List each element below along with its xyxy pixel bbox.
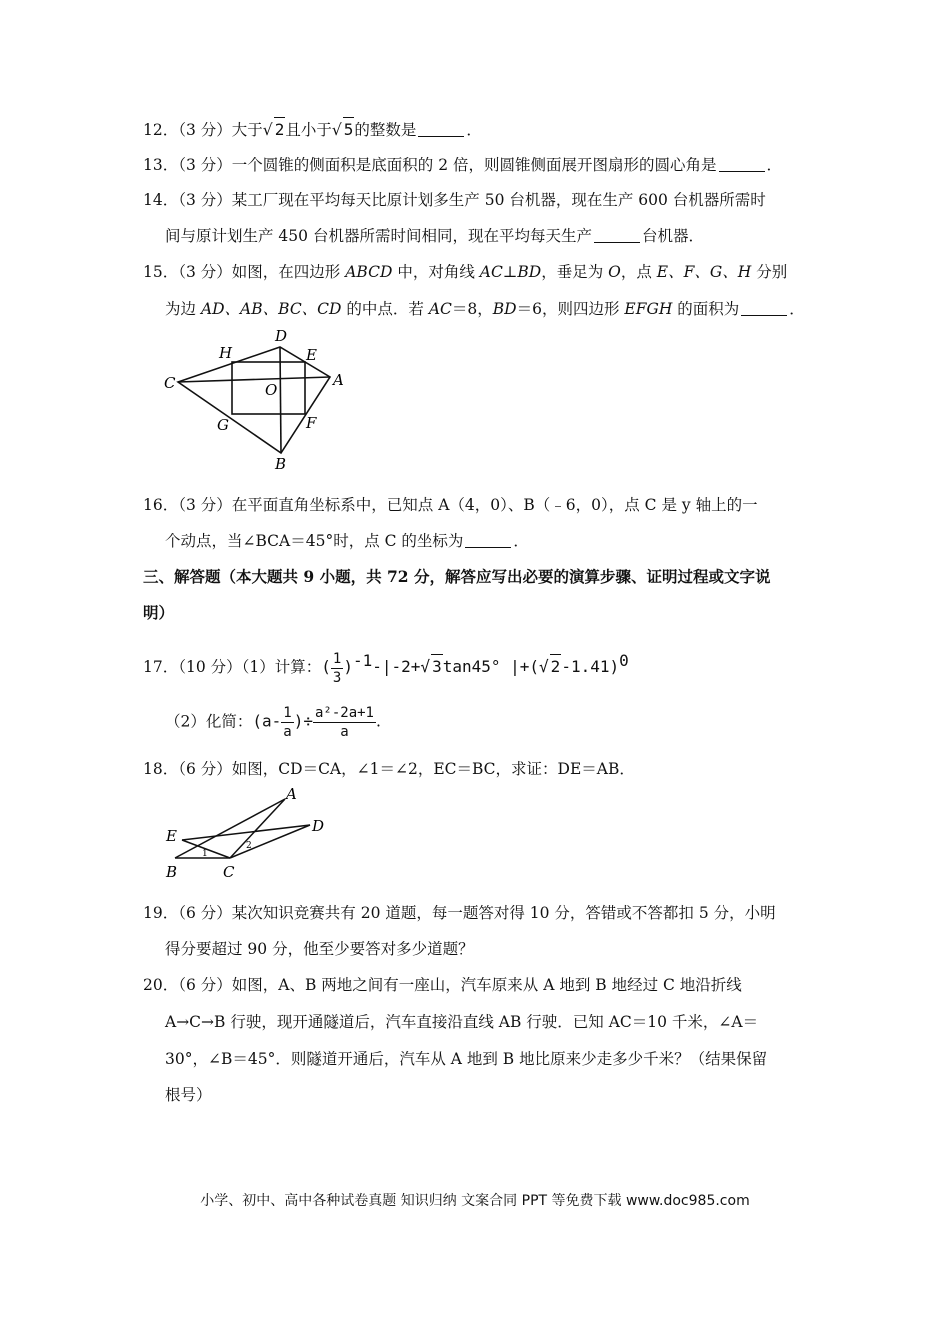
section-3-heading: 三、解答题（本大题共 9 小题，共 72 分，解答应写出必要的演算步骤、证明过程或文字说 (143, 567, 771, 586)
fraction-quadratic-over-a: $\frac{\text{a²-2a+1}}{a}$ (314, 705, 374, 740)
question-19-line2: 得分要超过 90 分，他至少要答对多少道题？ (165, 940, 474, 958)
question-15-line2: 为边 AD、AB、BC、CD 的中点．若 AC＝8，BD＝6，则四边形 EFGH 的面积为 ． (165, 300, 805, 318)
label-f: F (306, 414, 317, 432)
label-e: E (166, 827, 177, 845)
question-20-line3: 30°，∠B＝45°．则隧道开通后，汽车从 A 地到 B 地比原来少走多少千米？（结果保留 (165, 1050, 768, 1068)
answer-blank (465, 531, 511, 548)
question-13: 13．（3 分）一个圆锥的侧面积是底面积的 2 倍，则圆锥侧面展开图扇形的圆心角是 ． (143, 156, 783, 174)
question-17-part2: （2）化简：(a- $\frac{1}{a}$ )÷ $\frac{\text{a²-2a+1}}{a}$ . (165, 705, 381, 740)
question-20-line2: A→C→B 行驶，现开通隧道后，汽车直接沿直线 AB 行驶．已知 AC＝10 千米，∠A＝ (165, 1013, 759, 1031)
section-3-heading-cont: 明） (143, 603, 175, 622)
question-15-line1: 15．（3 分）如图，在四边形 ABCD 中，对角线 AC⊥BD，垂足为 O，点 E、F、G、H 分别 (143, 263, 788, 281)
label-e: E (306, 346, 317, 364)
label-a: A (333, 371, 344, 389)
figure-quadrilateral-abcd (155, 325, 365, 475)
question-16-line1: 16．（3 分）在平面直角坐标系中，已知点 A（4，0）、B（﹣6，0），点 C 是 y 轴上的一 (143, 496, 758, 514)
label-a: A (286, 785, 297, 803)
label-o: O (265, 381, 278, 399)
figure-triangles-18 (160, 785, 340, 885)
question-17-part1: 17．（10 分）（1）计算：( $\frac{1}{3}$ )$^{-1}$-|-2+√ 3tan45° |+(√ 2-1.41)$^0$ (143, 650, 629, 686)
label-h: H (219, 344, 233, 362)
question-12: 12．（3 分）大于√ 2且小于√ 5的整数是 ． (143, 117, 482, 142)
fraction-one-third: $\frac{1}{3}$ (332, 650, 342, 686)
answer-blank (418, 120, 464, 137)
question-16-line2: 个动点，当∠BCA＝45°时，点 C 的坐标为 ． (165, 532, 529, 550)
question-18: 18．（6 分）如图，CD＝CA，∠1＝∠2，EC＝BC，求证：DE＝AB． (143, 760, 635, 778)
question-14-line1: 14．（3 分）某工厂现在平均每天比原计划多生产 50 台机器，现在生产 600 台机器所需时 (143, 191, 766, 209)
label-c: C (223, 863, 235, 881)
question-14-line2: 间与原计划生产 450 台机器所需时间相同，现在平均每天生产 台机器． (165, 227, 704, 245)
page-footer: 小学、初中、高中各种试卷真题 知识归纳 文案合同 PPT 等免费下载 www.doc985.com (200, 1193, 750, 1209)
question-20-line4: 根号） (165, 1086, 212, 1104)
label-d: D (312, 817, 325, 835)
label-b: B (275, 455, 287, 473)
label-c: C (164, 374, 176, 392)
label-g: G (217, 416, 229, 434)
label-d: D (275, 327, 288, 345)
question-19-line1: 19．（6 分）某次知识竞赛共有 20 道题，每一题答对得 10 分，答错或不答都扣 5 分，小明 (143, 904, 776, 922)
angle-2-label: 2 (246, 841, 252, 851)
answer-blank (594, 226, 640, 243)
answer-blank (719, 155, 765, 172)
fraction-one-over-a: $\frac{1}{a}$ (283, 705, 292, 740)
label-b: B (166, 863, 178, 881)
answer-blank (741, 299, 787, 316)
angle-1-label: 1 (202, 849, 208, 859)
question-20-line1: 20．（6 分）如图，A、B 两地之间有一座山，汽车原来从 A 地到 B 地经过 C 地沿折线 (143, 976, 742, 994)
